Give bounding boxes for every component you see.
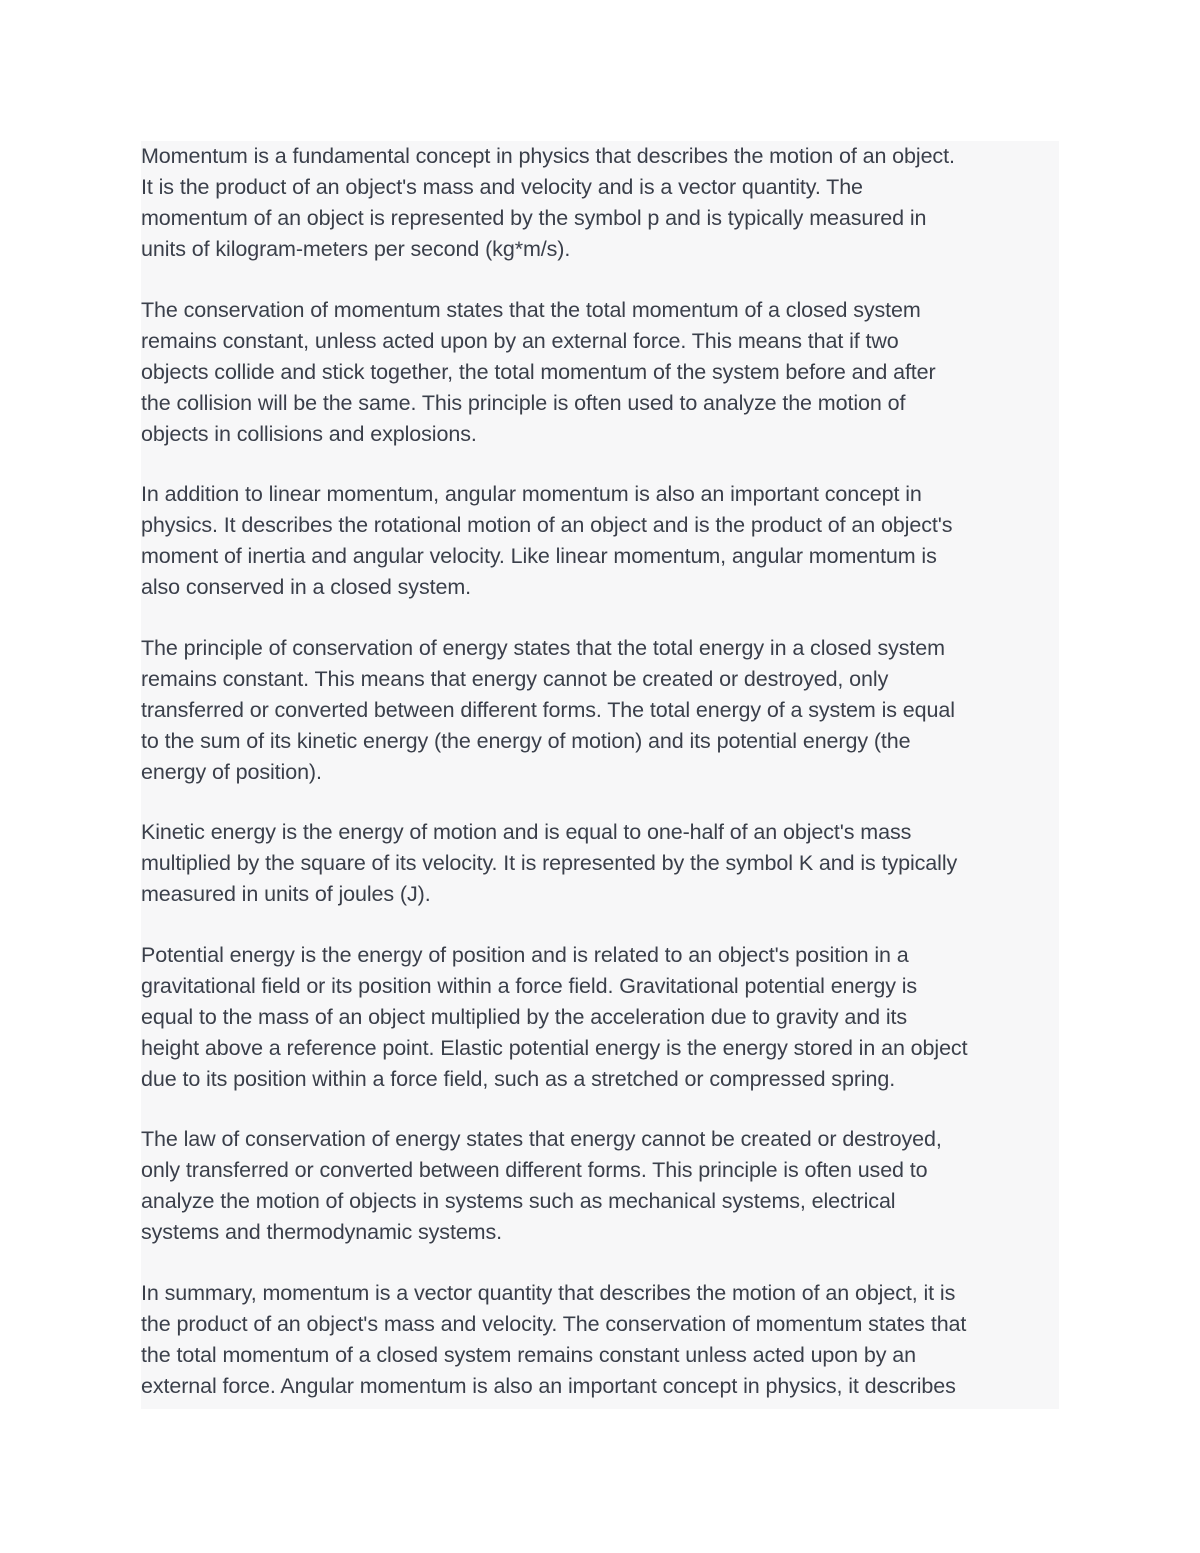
paragraph-gap [141, 1248, 1059, 1278]
text-line: units of kilogram-meters per second (kg*m/s). [141, 237, 571, 261]
text-line: the collision will be the same. This principle is often used to analyze the motion of [141, 390, 906, 415]
paragraph-gap [141, 910, 1059, 940]
paragraph [141, 1278, 1059, 1402]
text-line: also conserved in a closed system. [141, 575, 472, 599]
text-line: transferred or converted between different forms. The total energy of a system is equal [141, 697, 955, 722]
paragraph-gap [141, 1095, 1059, 1125]
text-line: physics. It describes the rotational motion of an object and is the product of an object's [141, 513, 953, 537]
text-line: moment of inertia and angular velocity. Like linear momentum, angular momentum is [141, 544, 937, 568]
paragraph-container [141, 141, 1059, 1402]
paragraph-gap [141, 788, 1059, 818]
text-line: gravitational field or its position within a force field. Gravitational potential energy is [141, 973, 918, 998]
text-line: the total momentum of a closed system remains constant unless acted upon by an [141, 1342, 916, 1367]
text-line: multiplied by the square of its velocity. It is represented by the symbol K and is typically [141, 851, 958, 875]
paragraph [141, 295, 1059, 450]
text-line: height above a reference point. Elastic potential energy is the energy stored in an object [141, 1035, 968, 1060]
text-line: measured in units of joules (J). [141, 882, 431, 906]
text-line: only transferred or converted between different forms. This principle is often used to [141, 1158, 928, 1182]
paragraph-gap [141, 603, 1059, 633]
text-line: equal to the mass of an object multiplied by the acceleration due to gravity and its [141, 1004, 908, 1029]
text-line: systems and thermodynamic systems. [141, 1220, 503, 1244]
text-line: to the sum of its kinetic energy (the energy of motion) and its potential energy (the [141, 728, 911, 753]
paragraph-gap [141, 265, 1059, 295]
text-line: remains constant. This means that energy cannot be created or destroyed, only [141, 666, 889, 691]
paragraph-gap [141, 450, 1059, 480]
text-line: objects in collisions and explosions. [141, 421, 477, 446]
text-line: the product of an object's mass and velocity. The conservation of momentum states that [141, 1311, 967, 1336]
text-line: momentum of an object is represented by the symbol p and is typically measured in [141, 206, 927, 230]
text-line: The law of conservation of energy states that energy cannot be created or destroyed, [141, 1127, 942, 1151]
text-line: energy of position). [141, 759, 322, 784]
paragraph [141, 479, 1059, 603]
text-line: external force. Angular momentum is also an important concept in physics, it describes [141, 1373, 956, 1398]
text-line: objects collide and stick together, the total momentum of the system before and after [141, 359, 936, 384]
text-line: The principle of conservation of energy states that the total energy in a closed system [141, 635, 945, 660]
text-line: Potential energy is the energy of position and is related to an object's position in a [141, 942, 909, 967]
text-line: The conservation of momentum states that the total momentum of a closed system [141, 297, 921, 322]
text-line: Momentum is a fundamental concept in physics that describes the motion of an object. [141, 144, 955, 168]
text-block [141, 141, 1059, 1409]
text-line: In addition to linear momentum, angular momentum is also an important concept in [141, 482, 922, 506]
text-line: In summary, momentum is a vector quantity that describes the motion of an object, it is [141, 1280, 956, 1305]
text-line: due to its position within a force field, such as a stretched or compressed spring. [141, 1066, 896, 1091]
paragraph [141, 141, 1059, 265]
paragraph [141, 817, 1059, 910]
text-line: It is the product of an object's mass and velocity and is a vector quantity. The [141, 175, 863, 199]
text-line: Kinetic energy is the energy of motion and is equal to one-half of an object's mass [141, 820, 912, 844]
text-line: remains constant, unless acted upon by an external force. This means that if two [141, 328, 899, 353]
paragraph [141, 940, 1059, 1095]
paragraph [141, 633, 1059, 788]
paragraph [141, 1124, 1059, 1248]
text-line: analyze the motion of objects in systems such as mechanical systems, electrical [141, 1189, 896, 1213]
